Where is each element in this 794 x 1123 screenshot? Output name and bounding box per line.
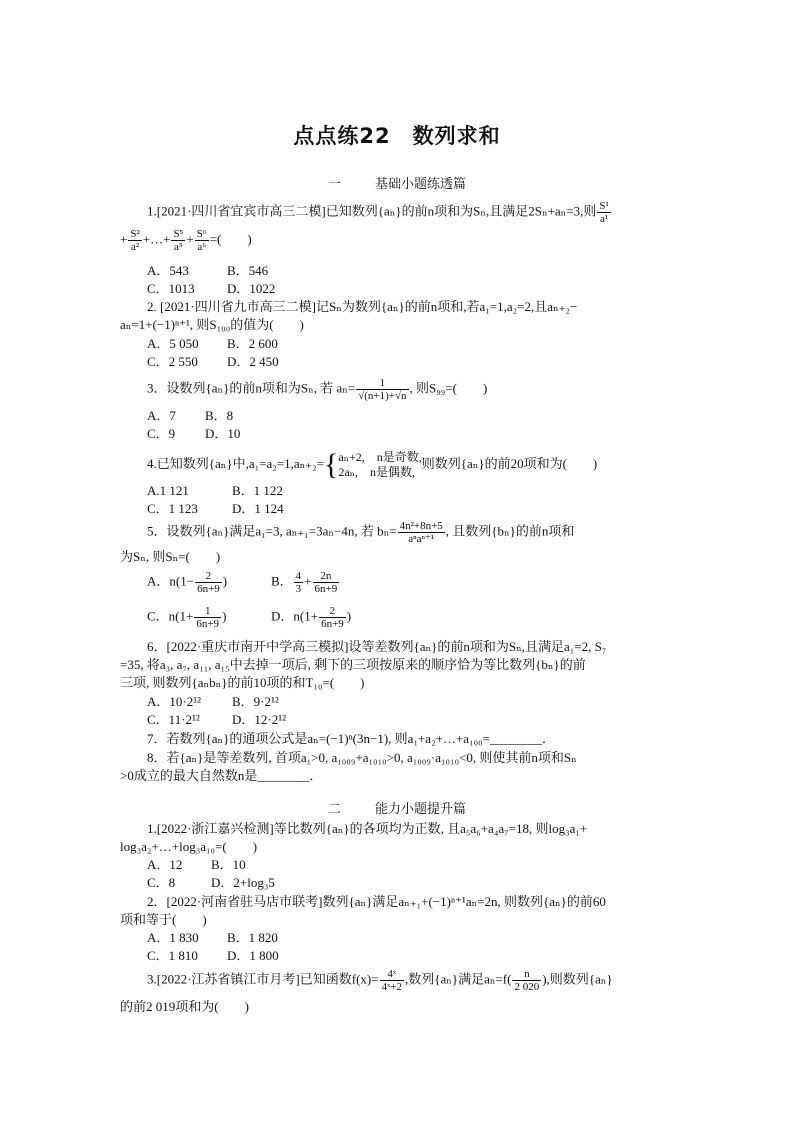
question-text: , 且数列{bₙ}的前n项和 (445, 523, 575, 539)
option-d[interactable]: D．12·2¹² (232, 712, 287, 727)
fraction (380, 968, 404, 993)
question-5-options-row-1 (147, 570, 340, 595)
question-6-options-row-1 (147, 693, 279, 710)
option-b[interactable]: B．8 (205, 408, 234, 423)
page-title: 点点练22 数列求和 (293, 124, 501, 148)
numerator: S¹ (599, 200, 609, 212)
advanced-question-3-stem (147, 968, 613, 993)
left-brace: { (324, 448, 339, 481)
option-a[interactable]: A．543 (147, 263, 189, 278)
question-3-stem (147, 377, 487, 402)
fraction (128, 228, 141, 253)
question-text: 5．设数列{aₙ}满足a₁=3, aₙ₊₁=3aₙ−4n, 若 bₙ= (147, 523, 397, 539)
case-even: 2aₙ, n是偶数, (338, 465, 415, 479)
option-d[interactable]: D．2 450 (227, 354, 279, 369)
question-text: 已知数列{aₙ}的前n项和为Sₙ,且满足2Sₙ+aₙ=3,则 (325, 203, 597, 219)
question-text: 则数列{aₙ}的前20项和为( ) (421, 455, 598, 471)
fraction (171, 228, 185, 253)
question-5-stem (147, 520, 574, 545)
question-text: 4.已知数列{aₙ}中,a₁=a₂=1,aₙ₊₂= (147, 455, 325, 471)
question-2-line-2: aₙ=1+(−1)ⁿ⁺¹, 则S₁₀₀的值为( ) (120, 317, 304, 332)
advanced-question-2-options-row-1 (147, 929, 278, 946)
denominator: a⁶ (197, 241, 207, 253)
option-b[interactable]: B．9·2¹² (232, 694, 279, 709)
option-a[interactable]: A．1 830 (147, 930, 199, 945)
denominator: aⁿaⁿ⁺¹ (408, 533, 435, 545)
question-3-options-row-2 (147, 425, 240, 442)
question-6-line-3: 三项, 则数列{aₙbₙ}的前10项的和T₁₀=( ) (120, 675, 365, 690)
question-8-line-1: 8．若{aₙ}是等差数列, 首项a₁>0, a₁₀₀₉+a₁₀₁₀>0, a₁₀₀₉·a₁₀₁₀<0, 则使其前n项和Sₙ (147, 750, 577, 765)
operator: + (120, 231, 128, 247)
option-a[interactable]: A．12 (147, 857, 183, 872)
option-c[interactable]: C．1013 (147, 281, 195, 296)
option-d[interactable]: D．1 124 (232, 501, 284, 516)
option-b[interactable]: B．10 (211, 857, 246, 872)
operator: + (186, 231, 194, 247)
advanced-question-2-line-2: 项和等于( ) (120, 912, 207, 927)
denominator: 2 020 (514, 981, 540, 993)
question-2-options-row-2 (147, 353, 279, 370)
option-c[interactable]: C．2 550 (147, 354, 198, 369)
option-c[interactable]: C．9 (147, 426, 176, 441)
question-4-options-row-1 (147, 482, 283, 499)
option-d[interactable]: D．1 800 (227, 948, 279, 963)
question-text: ),则数列{aₙ} (542, 971, 613, 987)
option-c[interactable]: C．1 123 (147, 501, 198, 516)
numerator: 4n²+8n+5 (399, 520, 443, 532)
question-1-stem (147, 200, 612, 225)
fraction (356, 377, 408, 402)
option-b[interactable]: B．546 (227, 263, 269, 278)
question-text: , 则S₉₉=( ) (409, 380, 488, 396)
advanced-question-2-line-1: 2．[2022·河南省驻马店市联考]数列{aₙ}满足aₙ₊₁+(−1)ⁿ⁺¹aₙ=2n, 则数列{aₙ}的前60 (147, 894, 606, 909)
option-c[interactable]: C．11·2¹² (147, 712, 200, 727)
numerator: S⁵ (173, 228, 184, 240)
option-a[interactable]: A．5 050 (147, 336, 199, 351)
question-source: 1.[2021·四川省宜宾市高三二模] (147, 203, 326, 219)
fraction (597, 200, 610, 225)
section-number: 二 (327, 801, 341, 816)
option-c[interactable]: C．8 (147, 875, 176, 890)
advanced-question-1-options-row-2 (147, 874, 275, 891)
option-d[interactable]: D．n(1+ $\frac{2}{6n+9}$ ) (271, 605, 352, 630)
numerator: S⁶ (196, 228, 207, 240)
section-heading-advanced (0, 798, 794, 817)
question-6-line-1: 6．[2022·重庆市南开中学高三模拟]设等差数列{aₙ}的前n项和为Sₙ,且满足a₁=2, S₇ (147, 639, 607, 654)
advanced-question-3-line-2: 的前2 019项和为( ) (120, 999, 249, 1014)
question-text: 3．设数列{aₙ}的前n项和为Sₙ, 若 aₙ= (147, 380, 356, 396)
denominator: √(n+1)+√n (358, 390, 407, 402)
numerator: S² (130, 228, 140, 240)
question-5-line-2: 为Sₙ, 则Sₙ=( ) (120, 549, 221, 564)
question-7-line: 7．若数列{aₙ}的通项公式是aₙ=(−1)ⁿ(3n−1), 则a₁+a₂+…+a₁₀₀=________． (147, 731, 555, 746)
question-4-stem (147, 450, 597, 480)
numerator: 4ˣ (380, 968, 404, 981)
advanced-question-1-options-row-1 (147, 856, 246, 873)
denominator: a¹ (600, 213, 609, 225)
section-label: 基础小题练透篇 (375, 176, 467, 191)
section-label: 能力小题提升篇 (375, 801, 467, 816)
question-text: ,数列{aₙ}满足aₙ=f( (404, 971, 512, 987)
numerator: 1 (356, 377, 408, 390)
question-6-options-row-2 (147, 711, 286, 728)
denominator: a² (130, 241, 140, 253)
case-odd: aₙ+2, n是奇数, (338, 450, 422, 464)
option-b[interactable]: B．1 820 (227, 930, 278, 945)
numerator: n (512, 968, 541, 981)
fraction (195, 228, 209, 253)
fraction (398, 520, 445, 545)
option-b[interactable]: B． $\frac{4}{3}$ + $\frac{2n}{6n+9}$ (271, 570, 338, 595)
question-2-line-1: 2. [2021·四川省九市高三二模]记Sₙ为数列{aₙ}的前n项和,若a₁=1,a₂=2,且aₙ₊₂− (147, 299, 578, 314)
section-number: 一 (327, 176, 341, 191)
option-b[interactable]: B．2 600 (227, 336, 278, 351)
question-text: 3.[2022·江苏省镇江市月考]已知函数f(x)= (147, 971, 379, 987)
piecewise-cases (338, 450, 421, 480)
question-5-options-row-2 (147, 605, 351, 630)
option-d[interactable]: D．10 (205, 426, 241, 441)
option-a[interactable]: A．10·2¹² (147, 694, 202, 709)
option-a[interactable]: A.1 121 (147, 483, 189, 498)
option-b[interactable]: B．1 122 (232, 483, 283, 498)
option-d[interactable]: D．2+log₃5 (211, 875, 275, 890)
question-4-options-row-2 (147, 500, 284, 517)
question-8-line-2: >0成立的最大自然数n是________． (120, 768, 323, 783)
advanced-question-1-line-1: 1.[2022·浙江嘉兴检测]等比数列{aₙ}的各项均为正数, 且a₅a₆+a₄a₇=18, 则log₃a₁+ (147, 821, 588, 836)
advanced-question-2-options-row-2 (147, 947, 279, 964)
denominator: a⁵ (174, 241, 183, 253)
denominator: 4ˣ+2 (381, 981, 402, 993)
question-1-options-row-1 (147, 262, 268, 279)
answer-blank: =( ) (209, 231, 252, 247)
question-3-options-row-1 (147, 407, 233, 424)
question-1-options-row-2 (147, 280, 275, 297)
option-c[interactable]: C．n(1+ $\frac{1}{6n+9}$ ) (147, 605, 227, 630)
fraction (512, 968, 541, 993)
section-heading-basic (0, 173, 794, 192)
question-6-line-2: =35, 将a₃, a₇, a₁₁, a₁₅中去掉一项后, 剩下的三项按原来的顺序恰为等比数列{bₙ}的前 (120, 657, 586, 672)
option-a[interactable]: A．7 (147, 408, 176, 423)
option-a[interactable]: A．n(1− $\frac{2}{6n+9}$ ) (147, 570, 228, 595)
operator: +…+ (142, 231, 171, 247)
question-2-options-row-1 (147, 335, 278, 352)
option-d[interactable]: D．1022 (227, 281, 276, 296)
option-c[interactable]: C．1 810 (147, 948, 198, 963)
question-1-expression (120, 228, 252, 253)
advanced-question-1-line-2: log₃a₂+…+log₃a₁₀=( ) (120, 839, 258, 854)
